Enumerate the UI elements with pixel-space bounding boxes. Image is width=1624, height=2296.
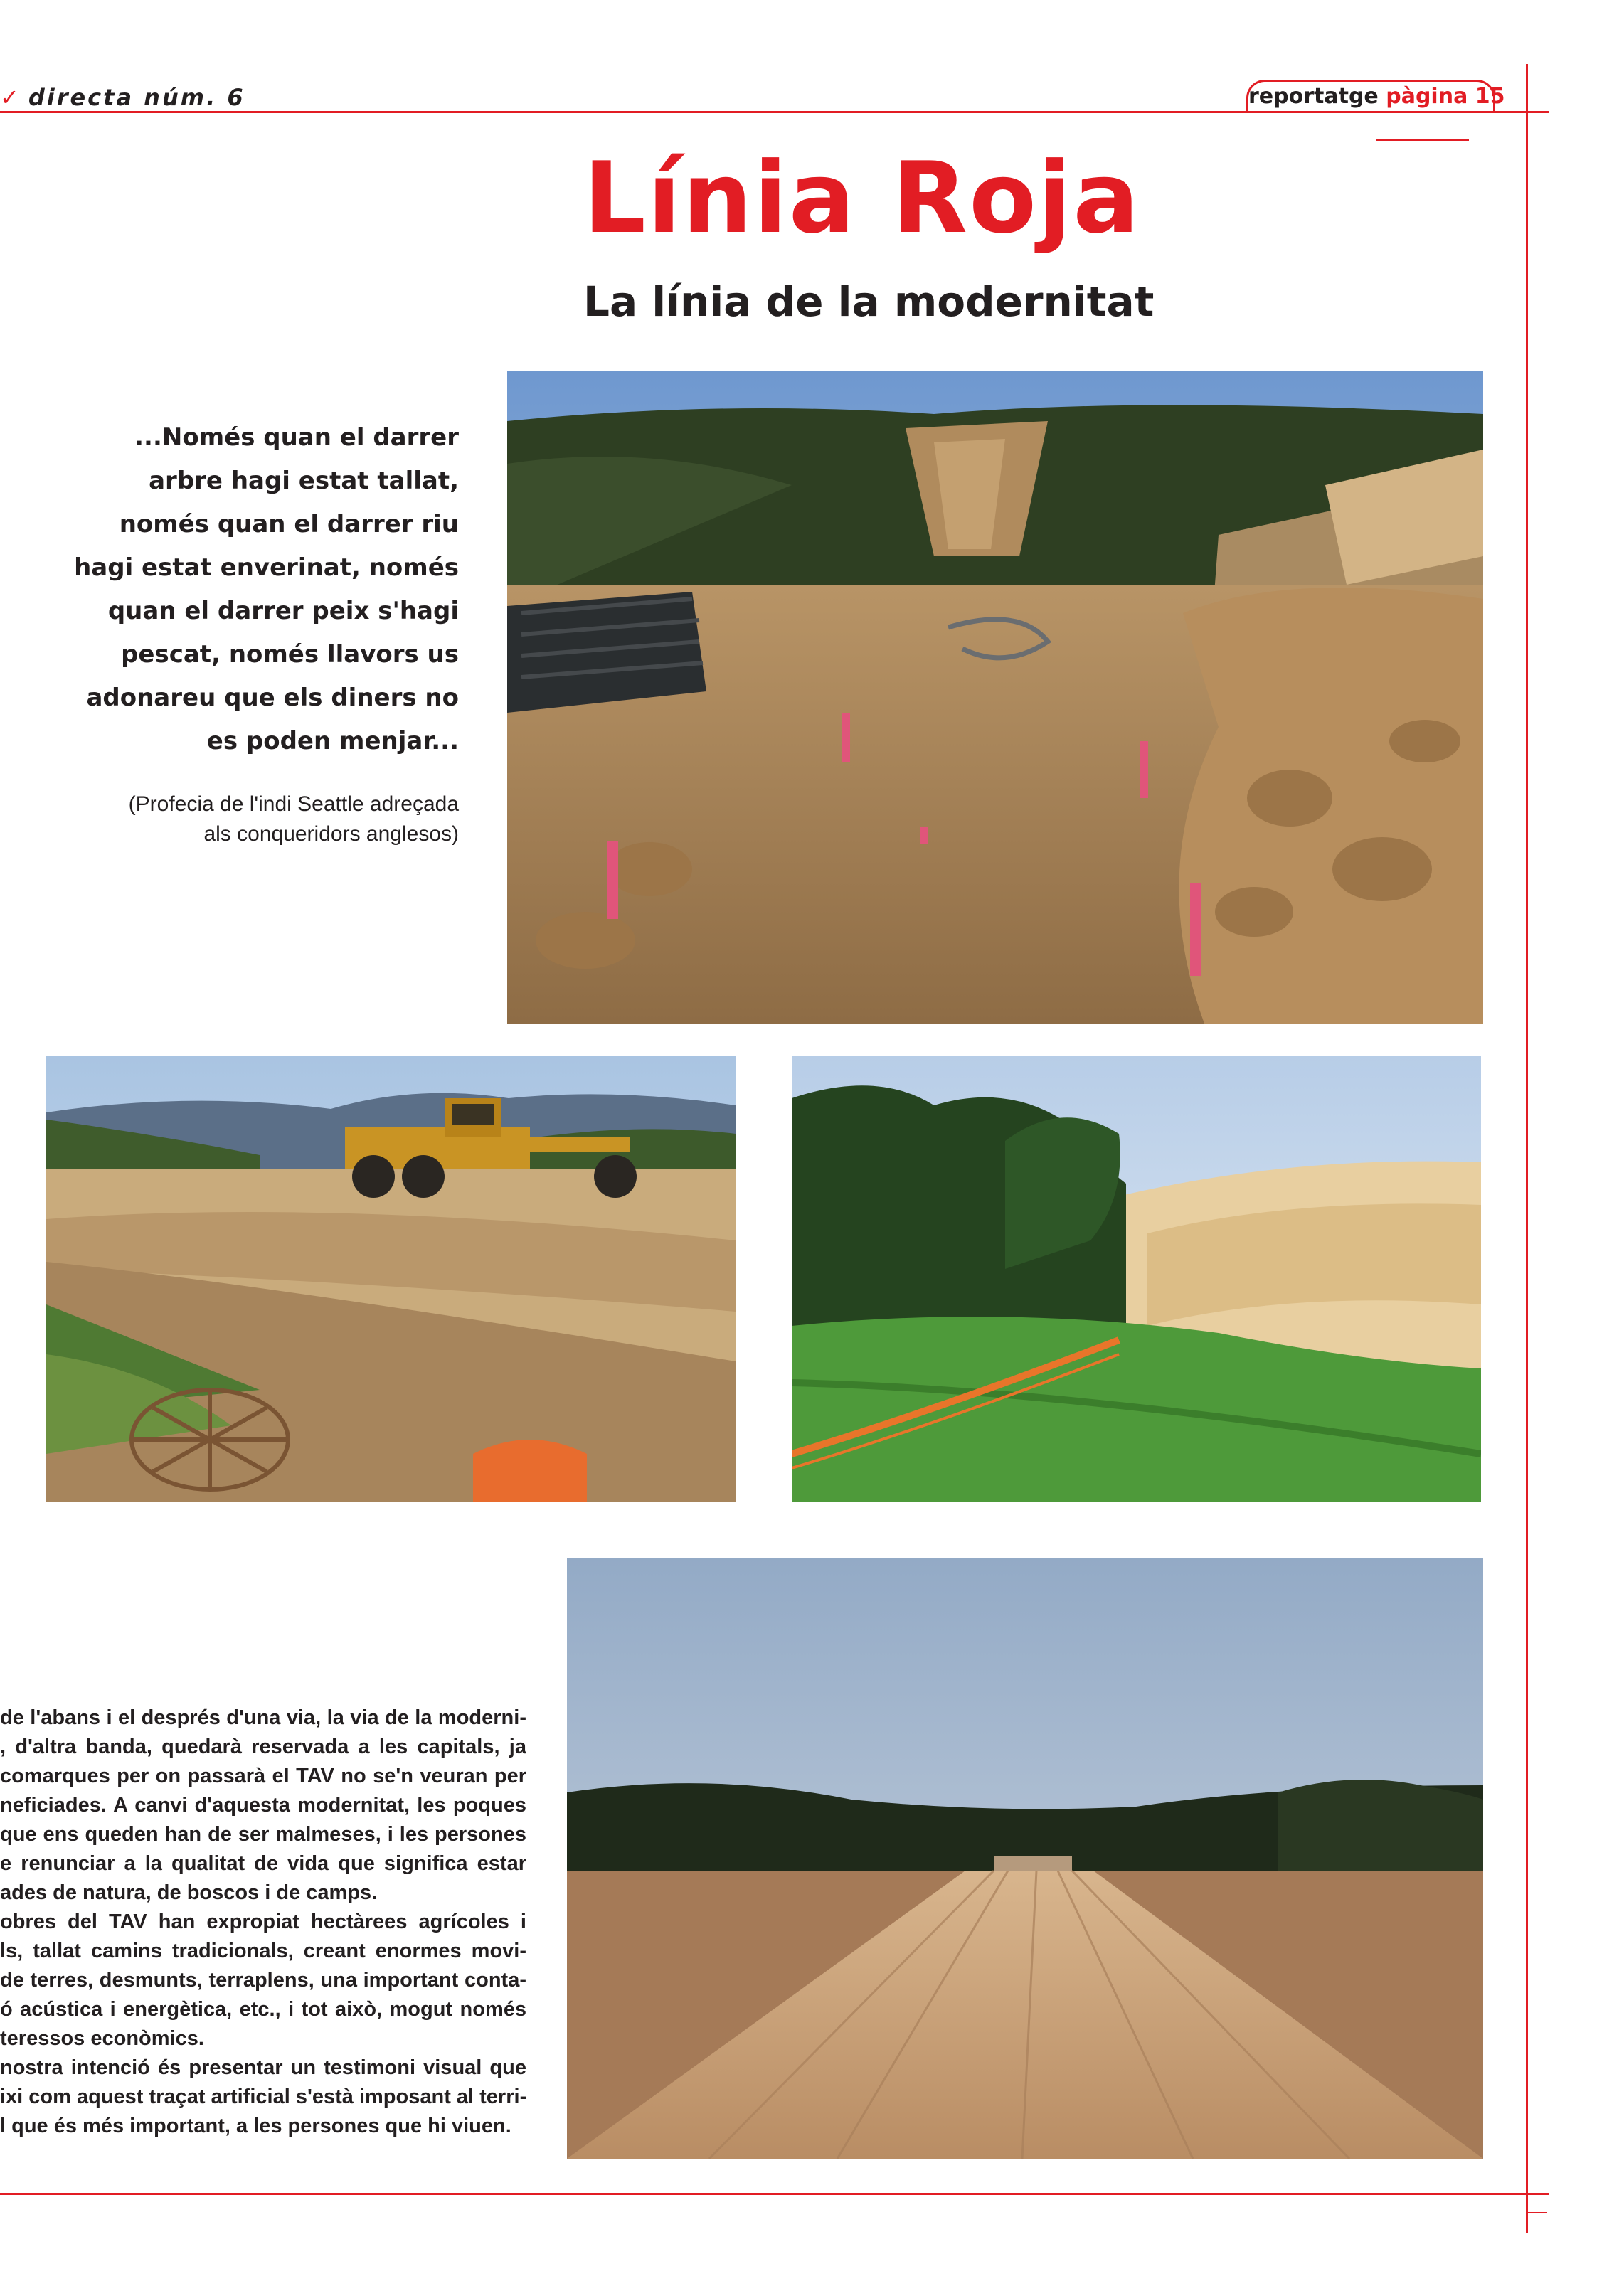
section-label: reportatge [1248, 84, 1379, 109]
checkmark-icon: ✓ [0, 84, 21, 111]
quote-line: quan el darrer peix s'hagi [107, 597, 459, 625]
body-line: nostra intenció és presentar un testimoni visual que [0, 2056, 526, 2079]
body-line: comarques per on passarà el TAV no se'n veuran per [0, 1765, 526, 1787]
attribution-line: (Profecia de l'indi Seattle adreçada [128, 792, 459, 816]
page-tab [1246, 80, 1505, 112]
body-line: ó acústica i energètica, etc., i tot això, mogut només [0, 1998, 526, 2021]
body-line: ades de natura, de boscos i de camps. [0, 1881, 378, 1904]
footer-short-rule [1526, 2212, 1547, 2213]
body-line: teressos econòmics. [0, 2027, 204, 2050]
dirt-road-photo [567, 1558, 1483, 2159]
pull-quote [43, 416, 459, 763]
right-margin-rule [1526, 64, 1528, 2233]
quote-line: arbre hagi estat tallat, [149, 467, 459, 495]
quote-line: ...Només quan el darrer [134, 423, 459, 452]
body-line: l que és més important, a les persones que hi viuen. [0, 2115, 511, 2137]
attribution-line: als conqueridors anglesos) [203, 822, 459, 846]
quote-line: es poden menjar... [206, 727, 459, 755]
grader-machine-photo [46, 1056, 736, 1502]
body-line: , d'altra banda, quedarà reservada a les capitals, ja [0, 1736, 526, 1758]
body-line: ixi com aquest traçat artificial s'està imposant al terri- [0, 2085, 526, 2108]
article-body [0, 1704, 526, 2141]
article-subtitle: La línia de la modernitat [583, 277, 1155, 326]
quote-line: adonareu que els diners no [86, 684, 459, 712]
construction-trench-photo [507, 371, 1483, 1024]
body-line: ls, tallat camins tradicionals, creant enormes movi- [0, 1940, 526, 1962]
footer-rule [0, 2193, 1549, 2195]
quote-attribution [43, 790, 459, 849]
article-title: Línia Roja [583, 141, 1141, 255]
body-line: de l'abans i el després d'una via, la via de la moderni- [0, 1706, 526, 1729]
page-number: pàgina 15 [1386, 84, 1505, 109]
quote-line: hagi estat enverinat, només [74, 553, 459, 582]
body-line: obres del TAV han expropiat hectàrees agrícoles i [0, 1910, 526, 1933]
body-line: de terres, desmunts, terraplens, una important conta- [0, 1969, 526, 1992]
header-rule [0, 111, 1549, 113]
issue-label [0, 84, 245, 111]
quote-line: només quan el darrer riu [119, 510, 459, 538]
body-line: que ens queden han de ser malmeses, i les persones [0, 1823, 526, 1846]
header-short-rule [1376, 139, 1469, 141]
body-line: neficiades. A canvi d'aquesta modernitat, les poques [0, 1794, 526, 1817]
body-line: e renunciar a la qualitat de vida que significa estar [0, 1852, 526, 1875]
quote-line: pescat, només llavors us [121, 640, 459, 669]
issue-number: directa núm. 6 [28, 84, 245, 111]
green-field-slope-photo [792, 1056, 1481, 1502]
